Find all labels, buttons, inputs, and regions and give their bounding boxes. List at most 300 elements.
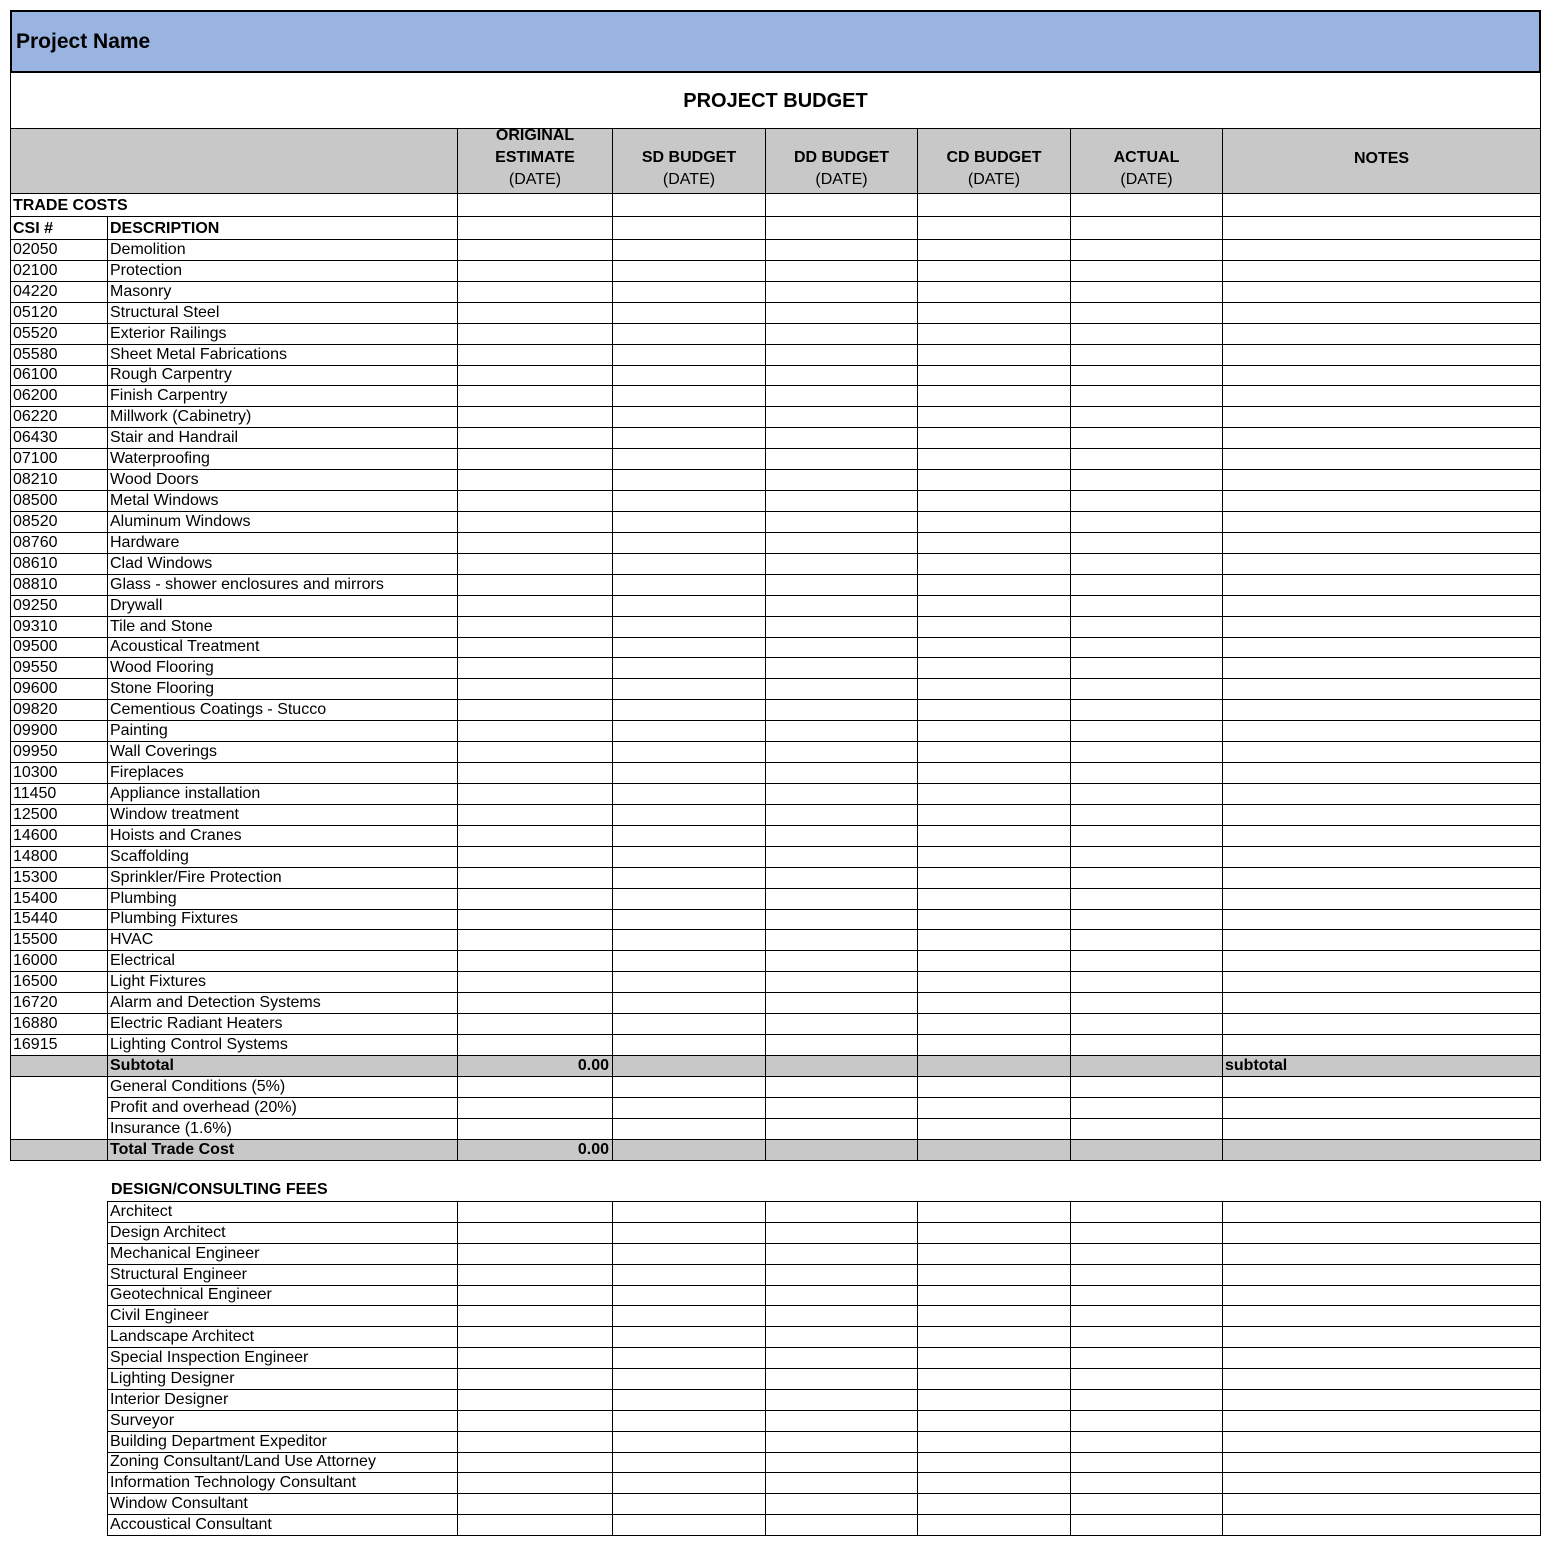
trade-row-cd-budget-cell[interactable]	[917, 762, 1071, 784]
trade-row-cd-budget-cell[interactable]	[917, 1034, 1071, 1056]
design-fee-row-notes-cell[interactable]	[1222, 1347, 1541, 1369]
design-fee-row-original-estimate-cell[interactable]	[457, 1452, 613, 1473]
trade-row-notes-cell[interactable]	[1222, 281, 1541, 303]
design-fee-row-dd-budget-cell[interactable]	[765, 1285, 918, 1306]
design-fee-row-actual-cell[interactable]	[1070, 1222, 1223, 1244]
design-fee-row-dd-budget-cell[interactable]	[765, 1243, 918, 1265]
trade-row-dd-budget-cell[interactable]	[765, 490, 918, 512]
design-fee-row-dd-budget-cell[interactable]	[765, 1514, 918, 1536]
design-fee-row-original-estimate-cell[interactable]	[457, 1368, 613, 1390]
trade-row-notes-cell[interactable]	[1222, 532, 1541, 554]
trade-row-original-estimate-cell[interactable]	[457, 804, 613, 826]
trade-row-actual-cell[interactable]	[1070, 950, 1223, 972]
design-fee-row-cd-budget-cell[interactable]	[917, 1305, 1071, 1327]
trade-header-row-cd-budget-cell[interactable]	[917, 216, 1071, 240]
adder-row-sd-budget-cell[interactable]	[612, 1076, 766, 1098]
trade-row-original-estimate-cell[interactable]	[457, 490, 613, 512]
trade-row-dd-budget-cell[interactable]	[765, 678, 918, 700]
adder-row-notes-cell[interactable]	[1222, 1097, 1541, 1119]
trade-row-actual-cell[interactable]	[1070, 365, 1223, 386]
adder-row-original-estimate-cell[interactable]	[457, 1118, 613, 1140]
trade-row-notes-cell[interactable]	[1222, 511, 1541, 533]
trade-row-sd-budget-cell[interactable]	[612, 1034, 766, 1056]
trade-costs-label-row-sd-budget-cell[interactable]	[612, 193, 766, 217]
trade-row-original-estimate-cell[interactable]	[457, 532, 613, 554]
trade-row-sd-budget-cell[interactable]	[612, 678, 766, 700]
design-fee-row-sd-budget-cell[interactable]	[612, 1472, 766, 1494]
design-fee-row-notes-cell[interactable]	[1222, 1472, 1541, 1494]
design-fee-row-cd-budget-cell[interactable]	[917, 1472, 1071, 1494]
trade-row-sd-budget-cell[interactable]	[612, 595, 766, 617]
subtotal-dd-budget-cell[interactable]	[765, 1055, 918, 1077]
trade-row-notes-cell[interactable]	[1222, 365, 1541, 386]
adder-row-cd-budget-cell[interactable]	[917, 1076, 1071, 1098]
trade-row-dd-budget-cell[interactable]	[765, 804, 918, 826]
trade-row-actual-cell[interactable]	[1070, 427, 1223, 449]
design-fee-row-original-estimate-cell[interactable]	[457, 1305, 613, 1327]
trade-row-dd-budget-cell[interactable]	[765, 888, 918, 910]
design-fee-row-cd-budget-cell[interactable]	[917, 1431, 1071, 1453]
trade-row-notes-cell[interactable]	[1222, 888, 1541, 910]
trade-row-cd-budget-cell[interactable]	[917, 637, 1071, 658]
trade-row-actual-cell[interactable]	[1070, 971, 1223, 993]
trade-row-notes-cell[interactable]	[1222, 992, 1541, 1014]
subtotal-original-estimate-cell[interactable]: 0.00	[457, 1055, 613, 1077]
design-fee-row-original-estimate-cell[interactable]	[457, 1410, 613, 1432]
trade-row-dd-budget-cell[interactable]	[765, 532, 918, 554]
trade-row-cd-budget-cell[interactable]	[917, 929, 1071, 951]
trade-row-cd-budget-cell[interactable]	[917, 574, 1071, 596]
design-fee-row-dd-budget-cell[interactable]	[765, 1493, 918, 1515]
trade-header-row-original-estimate-cell[interactable]	[457, 216, 613, 240]
trade-row-sd-budget-cell[interactable]	[612, 804, 766, 826]
trade-row-cd-budget-cell[interactable]	[917, 971, 1071, 993]
trade-row-cd-budget-cell[interactable]	[917, 323, 1071, 345]
trade-row-original-estimate-cell[interactable]	[457, 950, 613, 972]
trade-row-actual-cell[interactable]	[1070, 1013, 1223, 1035]
trade-row-notes-cell[interactable]	[1222, 385, 1541, 407]
trade-row-cd-budget-cell[interactable]	[917, 950, 1071, 972]
trade-row-cd-budget-cell[interactable]	[917, 678, 1071, 700]
trade-row-notes-cell[interactable]	[1222, 553, 1541, 575]
design-fee-row-original-estimate-cell[interactable]	[457, 1201, 613, 1223]
trade-row-sd-budget-cell[interactable]	[612, 323, 766, 345]
trade-row-dd-budget-cell[interactable]	[765, 657, 918, 679]
trade-row-notes-cell[interactable]	[1222, 846, 1541, 868]
design-fee-row-sd-budget-cell[interactable]	[612, 1514, 766, 1536]
trade-row-actual-cell[interactable]	[1070, 532, 1223, 554]
trade-row-notes-cell[interactable]	[1222, 344, 1541, 366]
adder-row-original-estimate-cell[interactable]	[457, 1076, 613, 1098]
trade-row-notes-cell[interactable]	[1222, 574, 1541, 596]
trade-row-cd-budget-cell[interactable]	[917, 783, 1071, 805]
trade-row-dd-budget-cell[interactable]	[765, 783, 918, 805]
design-fee-row-actual-cell[interactable]	[1070, 1326, 1223, 1348]
trade-row-original-estimate-cell[interactable]	[457, 344, 613, 366]
design-fee-row-cd-budget-cell[interactable]	[917, 1493, 1071, 1515]
trade-header-row-actual-cell[interactable]	[1070, 216, 1223, 240]
trade-row-sd-budget-cell[interactable]	[612, 950, 766, 972]
trade-row-dd-budget-cell[interactable]	[765, 929, 918, 951]
design-fee-row-original-estimate-cell[interactable]	[457, 1222, 613, 1244]
design-fee-row-actual-cell[interactable]	[1070, 1493, 1223, 1515]
trade-header-row-dd-budget-cell[interactable]	[765, 216, 918, 240]
trade-row-cd-budget-cell[interactable]	[917, 888, 1071, 910]
design-fee-row-sd-budget-cell[interactable]	[612, 1326, 766, 1348]
design-fee-row-dd-budget-cell[interactable]	[765, 1431, 918, 1453]
design-fee-row-cd-budget-cell[interactable]	[917, 1201, 1071, 1223]
design-fee-row-original-estimate-cell[interactable]	[457, 1347, 613, 1369]
trade-row-sd-budget-cell[interactable]	[612, 302, 766, 324]
design-fee-row-cd-budget-cell[interactable]	[917, 1452, 1071, 1473]
trade-row-original-estimate-cell[interactable]	[457, 657, 613, 679]
design-fee-row-sd-budget-cell[interactable]	[612, 1389, 766, 1411]
trade-row-notes-cell[interactable]	[1222, 762, 1541, 784]
design-fee-row-sd-budget-cell[interactable]	[612, 1201, 766, 1223]
trade-row-dd-budget-cell[interactable]	[765, 260, 918, 282]
trade-row-dd-budget-cell[interactable]	[765, 344, 918, 366]
adder-row-actual-cell[interactable]	[1070, 1097, 1223, 1119]
trade-row-original-estimate-cell[interactable]	[457, 574, 613, 596]
trade-row-actual-cell[interactable]	[1070, 804, 1223, 826]
design-fee-row-actual-cell[interactable]	[1070, 1514, 1223, 1536]
total-original-estimate-cell[interactable]: 0.00	[457, 1139, 613, 1161]
trade-row-cd-budget-cell[interactable]	[917, 406, 1071, 428]
trade-row-notes-cell[interactable]	[1222, 1013, 1541, 1035]
trade-row-notes-cell[interactable]	[1222, 616, 1541, 638]
trade-row-actual-cell[interactable]	[1070, 385, 1223, 407]
trade-row-actual-cell[interactable]	[1070, 720, 1223, 742]
trade-row-dd-budget-cell[interactable]	[765, 762, 918, 784]
trade-row-actual-cell[interactable]	[1070, 741, 1223, 763]
trade-row-actual-cell[interactable]	[1070, 260, 1223, 282]
design-fee-row-original-estimate-cell[interactable]	[457, 1264, 613, 1286]
trade-row-dd-budget-cell[interactable]	[765, 867, 918, 889]
trade-row-actual-cell[interactable]	[1070, 281, 1223, 303]
design-fee-row-original-estimate-cell[interactable]	[457, 1472, 613, 1494]
trade-header-row-notes-cell[interactable]	[1222, 216, 1541, 240]
trade-row-notes-cell[interactable]	[1222, 406, 1541, 428]
trade-row-cd-budget-cell[interactable]	[917, 448, 1071, 470]
trade-row-notes-cell[interactable]	[1222, 825, 1541, 847]
design-fee-row-original-estimate-cell[interactable]	[457, 1493, 613, 1515]
trade-row-sd-budget-cell[interactable]	[612, 490, 766, 512]
trade-row-original-estimate-cell[interactable]	[457, 281, 613, 303]
design-fee-row-sd-budget-cell[interactable]	[612, 1431, 766, 1453]
design-fee-row-notes-cell[interactable]	[1222, 1389, 1541, 1411]
trade-row-cd-budget-cell[interactable]	[917, 365, 1071, 386]
trade-row-dd-budget-cell[interactable]	[765, 553, 918, 575]
trade-row-dd-budget-cell[interactable]	[765, 637, 918, 658]
trade-row-actual-cell[interactable]	[1070, 1034, 1223, 1056]
trade-row-actual-cell[interactable]	[1070, 846, 1223, 868]
design-fee-row-original-estimate-cell[interactable]	[457, 1285, 613, 1306]
trade-row-original-estimate-cell[interactable]	[457, 448, 613, 470]
trade-row-actual-cell[interactable]	[1070, 929, 1223, 951]
design-fee-row-cd-budget-cell[interactable]	[917, 1514, 1071, 1536]
trade-row-actual-cell[interactable]	[1070, 574, 1223, 596]
trade-row-cd-budget-cell[interactable]	[917, 385, 1071, 407]
design-fee-row-original-estimate-cell[interactable]	[457, 1431, 613, 1453]
trade-row-sd-budget-cell[interactable]	[612, 971, 766, 993]
trade-row-actual-cell[interactable]	[1070, 344, 1223, 366]
trade-row-dd-budget-cell[interactable]	[765, 971, 918, 993]
trade-row-notes-cell[interactable]	[1222, 929, 1541, 951]
design-fee-row-notes-cell[interactable]	[1222, 1285, 1541, 1306]
trade-row-cd-budget-cell[interactable]	[917, 616, 1071, 638]
trade-row-dd-budget-cell[interactable]	[765, 385, 918, 407]
trade-row-original-estimate-cell[interactable]	[457, 616, 613, 638]
adder-row-actual-cell[interactable]	[1070, 1076, 1223, 1098]
adder-row-sd-budget-cell[interactable]	[612, 1118, 766, 1140]
trade-row-notes-cell[interactable]	[1222, 657, 1541, 679]
design-fee-row-actual-cell[interactable]	[1070, 1264, 1223, 1286]
trade-row-sd-budget-cell[interactable]	[612, 699, 766, 721]
trade-row-actual-cell[interactable]	[1070, 448, 1223, 470]
trade-row-dd-budget-cell[interactable]	[765, 720, 918, 742]
trade-costs-label-row-cd-budget-cell[interactable]	[917, 193, 1071, 217]
design-fee-row-actual-cell[interactable]	[1070, 1431, 1223, 1453]
subtotal-cd-budget-cell[interactable]	[917, 1055, 1071, 1077]
trade-row-original-estimate-cell[interactable]	[457, 239, 613, 261]
trade-row-actual-cell[interactable]	[1070, 469, 1223, 491]
trade-row-notes-cell[interactable]	[1222, 239, 1541, 261]
trade-row-sd-budget-cell[interactable]	[612, 909, 766, 930]
design-fee-row-sd-budget-cell[interactable]	[612, 1493, 766, 1515]
trade-row-cd-budget-cell[interactable]	[917, 804, 1071, 826]
trade-row-actual-cell[interactable]	[1070, 762, 1223, 784]
trade-row-dd-budget-cell[interactable]	[765, 909, 918, 930]
trade-row-sd-budget-cell[interactable]	[612, 616, 766, 638]
trade-row-cd-budget-cell[interactable]	[917, 281, 1071, 303]
trade-row-dd-budget-cell[interactable]	[765, 992, 918, 1014]
trade-row-actual-cell[interactable]	[1070, 992, 1223, 1014]
trade-row-sd-budget-cell[interactable]	[612, 239, 766, 261]
trade-row-actual-cell[interactable]	[1070, 909, 1223, 930]
adder-row-notes-cell[interactable]	[1222, 1118, 1541, 1140]
trade-header-row-sd-budget-cell[interactable]	[612, 216, 766, 240]
trade-row-dd-budget-cell[interactable]	[765, 511, 918, 533]
trade-row-original-estimate-cell[interactable]	[457, 302, 613, 324]
design-fee-row-notes-cell[interactable]	[1222, 1368, 1541, 1390]
trade-row-sd-budget-cell[interactable]	[612, 720, 766, 742]
trade-row-cd-budget-cell[interactable]	[917, 532, 1071, 554]
trade-row-actual-cell[interactable]	[1070, 511, 1223, 533]
trade-costs-label-row-original-estimate-cell[interactable]	[457, 193, 613, 217]
trade-row-sd-budget-cell[interactable]	[612, 1013, 766, 1035]
design-fee-row-actual-cell[interactable]	[1070, 1285, 1223, 1306]
trade-row-sd-budget-cell[interactable]	[612, 469, 766, 491]
design-fee-row-cd-budget-cell[interactable]	[917, 1368, 1071, 1390]
trade-row-dd-budget-cell[interactable]	[765, 1034, 918, 1056]
trade-row-cd-budget-cell[interactable]	[917, 720, 1071, 742]
trade-row-cd-budget-cell[interactable]	[917, 741, 1071, 763]
trade-row-dd-budget-cell[interactable]	[765, 427, 918, 449]
trade-row-original-estimate-cell[interactable]	[457, 678, 613, 700]
trade-row-cd-budget-cell[interactable]	[917, 239, 1071, 261]
design-fee-row-cd-budget-cell[interactable]	[917, 1243, 1071, 1265]
design-fee-row-actual-cell[interactable]	[1070, 1305, 1223, 1327]
trade-row-dd-budget-cell[interactable]	[765, 825, 918, 847]
trade-row-dd-budget-cell[interactable]	[765, 406, 918, 428]
trade-row-dd-budget-cell[interactable]	[765, 574, 918, 596]
trade-row-actual-cell[interactable]	[1070, 239, 1223, 261]
design-fee-row-sd-budget-cell[interactable]	[612, 1452, 766, 1473]
design-fee-row-original-estimate-cell[interactable]	[457, 1326, 613, 1348]
trade-row-original-estimate-cell[interactable]	[457, 825, 613, 847]
trade-row-cd-budget-cell[interactable]	[917, 699, 1071, 721]
trade-row-sd-budget-cell[interactable]	[612, 448, 766, 470]
design-fee-row-dd-budget-cell[interactable]	[765, 1452, 918, 1473]
total-row-cell[interactable]	[1222, 1139, 1541, 1161]
trade-row-actual-cell[interactable]	[1070, 888, 1223, 910]
subtotal-actual-cell[interactable]	[1070, 1055, 1223, 1077]
trade-row-actual-cell[interactable]	[1070, 553, 1223, 575]
trade-row-actual-cell[interactable]	[1070, 406, 1223, 428]
trade-row-cd-budget-cell[interactable]	[917, 260, 1071, 282]
trade-row-cd-budget-cell[interactable]	[917, 846, 1071, 868]
trade-row-notes-cell[interactable]	[1222, 909, 1541, 930]
adder-row-dd-budget-cell[interactable]	[765, 1097, 918, 1119]
trade-row-sd-budget-cell[interactable]	[612, 657, 766, 679]
trade-row-notes-cell[interactable]	[1222, 469, 1541, 491]
adder-row-actual-cell[interactable]	[1070, 1118, 1223, 1140]
trade-row-sd-budget-cell[interactable]	[612, 406, 766, 428]
design-fee-row-sd-budget-cell[interactable]	[612, 1305, 766, 1327]
trade-row-cd-budget-cell[interactable]	[917, 825, 1071, 847]
trade-row-sd-budget-cell[interactable]	[612, 929, 766, 951]
trade-row-notes-cell[interactable]	[1222, 950, 1541, 972]
trade-row-original-estimate-cell[interactable]	[457, 469, 613, 491]
trade-row-sd-budget-cell[interactable]	[612, 281, 766, 303]
design-fee-row-dd-budget-cell[interactable]	[765, 1305, 918, 1327]
trade-row-original-estimate-cell[interactable]	[457, 553, 613, 575]
trade-row-sd-budget-cell[interactable]	[612, 637, 766, 658]
design-fee-row-dd-budget-cell[interactable]	[765, 1410, 918, 1432]
total-row-cell[interactable]	[765, 1139, 918, 1161]
design-fee-row-notes-cell[interactable]	[1222, 1243, 1541, 1265]
trade-row-original-estimate-cell[interactable]	[457, 741, 613, 763]
trade-row-dd-budget-cell[interactable]	[765, 469, 918, 491]
trade-row-cd-budget-cell[interactable]	[917, 595, 1071, 617]
design-fee-row-actual-cell[interactable]	[1070, 1368, 1223, 1390]
subtotal-sd-budget-cell[interactable]	[612, 1055, 766, 1077]
design-fee-row-sd-budget-cell[interactable]	[612, 1285, 766, 1306]
adder-row-dd-budget-cell[interactable]	[765, 1118, 918, 1140]
trade-row-notes-cell[interactable]	[1222, 720, 1541, 742]
trade-row-actual-cell[interactable]	[1070, 302, 1223, 324]
trade-row-dd-budget-cell[interactable]	[765, 699, 918, 721]
trade-row-original-estimate-cell[interactable]	[457, 427, 613, 449]
trade-row-notes-cell[interactable]	[1222, 427, 1541, 449]
design-fee-row-dd-budget-cell[interactable]	[765, 1389, 918, 1411]
trade-row-notes-cell[interactable]	[1222, 490, 1541, 512]
trade-row-sd-budget-cell[interactable]	[612, 511, 766, 533]
trade-row-actual-cell[interactable]	[1070, 699, 1223, 721]
design-fee-row-dd-budget-cell[interactable]	[765, 1347, 918, 1369]
design-fee-row-notes-cell[interactable]	[1222, 1264, 1541, 1286]
design-fee-row-original-estimate-cell[interactable]	[457, 1389, 613, 1411]
design-fee-row-cd-budget-cell[interactable]	[917, 1264, 1071, 1286]
trade-row-actual-cell[interactable]	[1070, 657, 1223, 679]
design-fee-row-dd-budget-cell[interactable]	[765, 1472, 918, 1494]
adder-row-notes-cell[interactable]	[1222, 1076, 1541, 1098]
trade-row-sd-budget-cell[interactable]	[612, 762, 766, 784]
trade-row-cd-budget-cell[interactable]	[917, 344, 1071, 366]
trade-row-sd-budget-cell[interactable]	[612, 783, 766, 805]
trade-row-sd-budget-cell[interactable]	[612, 532, 766, 554]
trade-row-original-estimate-cell[interactable]	[457, 992, 613, 1014]
trade-row-original-estimate-cell[interactable]	[457, 783, 613, 805]
design-fee-row-dd-budget-cell[interactable]	[765, 1264, 918, 1286]
design-fee-row-cd-budget-cell[interactable]	[917, 1389, 1071, 1411]
trade-row-cd-budget-cell[interactable]	[917, 992, 1071, 1014]
trade-row-actual-cell[interactable]	[1070, 825, 1223, 847]
trade-row-dd-budget-cell[interactable]	[765, 239, 918, 261]
design-fee-row-notes-cell[interactable]	[1222, 1431, 1541, 1453]
trade-row-notes-cell[interactable]	[1222, 867, 1541, 889]
design-fee-row-original-estimate-cell[interactable]	[457, 1514, 613, 1536]
trade-row-sd-budget-cell[interactable]	[612, 574, 766, 596]
trade-row-sd-budget-cell[interactable]	[612, 825, 766, 847]
trade-row-sd-budget-cell[interactable]	[612, 741, 766, 763]
trade-row-dd-budget-cell[interactable]	[765, 323, 918, 345]
design-fee-row-actual-cell[interactable]	[1070, 1452, 1223, 1473]
trade-row-dd-budget-cell[interactable]	[765, 365, 918, 386]
trade-row-actual-cell[interactable]	[1070, 595, 1223, 617]
design-fee-row-sd-budget-cell[interactable]	[612, 1347, 766, 1369]
trade-row-notes-cell[interactable]	[1222, 1034, 1541, 1056]
design-fee-row-cd-budget-cell[interactable]	[917, 1410, 1071, 1432]
trade-row-notes-cell[interactable]	[1222, 302, 1541, 324]
trade-row-original-estimate-cell[interactable]	[457, 929, 613, 951]
trade-row-notes-cell[interactable]	[1222, 699, 1541, 721]
design-fee-row-notes-cell[interactable]	[1222, 1410, 1541, 1432]
trade-row-sd-budget-cell[interactable]	[612, 260, 766, 282]
trade-row-actual-cell[interactable]	[1070, 616, 1223, 638]
trade-row-notes-cell[interactable]	[1222, 678, 1541, 700]
trade-row-actual-cell[interactable]	[1070, 678, 1223, 700]
trade-row-notes-cell[interactable]	[1222, 260, 1541, 282]
trade-row-cd-budget-cell[interactable]	[917, 302, 1071, 324]
design-fee-row-sd-budget-cell[interactable]	[612, 1222, 766, 1244]
trade-row-sd-budget-cell[interactable]	[612, 992, 766, 1014]
trade-row-notes-cell[interactable]	[1222, 804, 1541, 826]
design-fee-row-actual-cell[interactable]	[1070, 1472, 1223, 1494]
trade-costs-label-row-dd-budget-cell[interactable]	[765, 193, 918, 217]
trade-row-cd-budget-cell[interactable]	[917, 553, 1071, 575]
design-fee-row-sd-budget-cell[interactable]	[612, 1410, 766, 1432]
trade-row-original-estimate-cell[interactable]	[457, 699, 613, 721]
design-fee-row-dd-budget-cell[interactable]	[765, 1326, 918, 1348]
adder-row-sd-budget-cell[interactable]	[612, 1097, 766, 1119]
design-fee-row-original-estimate-cell[interactable]	[457, 1243, 613, 1265]
trade-row-cd-budget-cell[interactable]	[917, 909, 1071, 930]
design-fee-row-cd-budget-cell[interactable]	[917, 1347, 1071, 1369]
design-fee-row-actual-cell[interactable]	[1070, 1201, 1223, 1223]
trade-row-original-estimate-cell[interactable]	[457, 365, 613, 386]
trade-row-original-estimate-cell[interactable]	[457, 406, 613, 428]
trade-row-sd-budget-cell[interactable]	[612, 365, 766, 386]
design-fee-row-actual-cell[interactable]	[1070, 1243, 1223, 1265]
trade-row-notes-cell[interactable]	[1222, 448, 1541, 470]
trade-row-dd-budget-cell[interactable]	[765, 595, 918, 617]
trade-row-notes-cell[interactable]	[1222, 595, 1541, 617]
design-fee-row-dd-budget-cell[interactable]	[765, 1201, 918, 1223]
trade-row-cd-budget-cell[interactable]	[917, 469, 1071, 491]
trade-row-actual-cell[interactable]	[1070, 323, 1223, 345]
adder-row-cd-budget-cell[interactable]	[917, 1118, 1071, 1140]
